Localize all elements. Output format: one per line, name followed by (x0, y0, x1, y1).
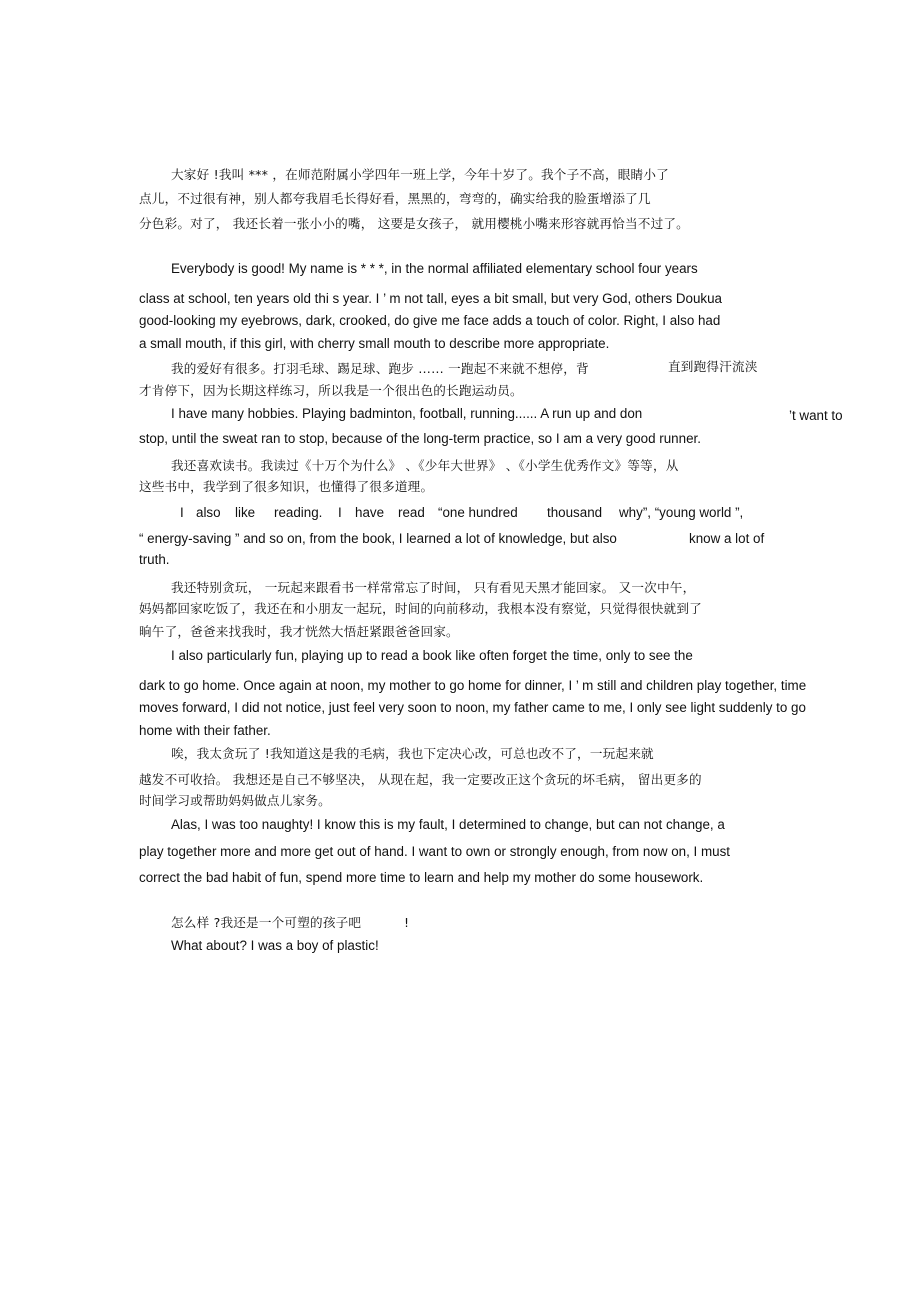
p6-en-line: What about? I was a boy of plastic! (171, 938, 379, 953)
p3-en-line-2a: “ energy-saving ” and so on, from the book, I learned a lot of knowledge, but also (139, 531, 617, 546)
p6-zh-line-a: 怎么样 ?我还是一个可塑的孩子吧 (171, 915, 362, 930)
p5-en-line-2: play together more and more get out of hand. I want to own or strongly enough, from now on, I must (139, 844, 731, 859)
p3-en-word-5: I (338, 505, 342, 520)
p3-en-line-2b: know a lot of (689, 531, 765, 546)
p4-en-line-2: dark to go home. Once again at noon, my mother to go home for dinner, I ’ m still and children play together, time (139, 678, 807, 693)
p1-en-line-1: Everybody is good! My name is * * *, in the normal affiliated elementary school four years (171, 261, 698, 276)
p4-zh-line-1: 我还特别贪玩， 一玩起来跟看书一样常常忘了时间， 只有看见天黑才能回家。 又一次中午， (171, 580, 696, 595)
p3-en-word-1: I (180, 505, 184, 520)
p2-en-line-2: stop, until the sweat ran to stop, because of the long-term practice, so I am a very good runner. (139, 431, 701, 446)
p4-en-line-4: home with their father. (139, 723, 271, 738)
p6-zh-line-b: ! (404, 915, 410, 930)
p3-en-word-10: why”, “young world ”, (619, 505, 744, 520)
p3-en-line-3: truth. (139, 552, 170, 567)
p1-zh-line-2: 点儿，不过很有神，别人都夸我眉毛长得好看，黑黑的，弯弯的，确实给我的脸蛋增添了几 (139, 191, 651, 206)
p3-en-word-8: “one hundred (438, 505, 518, 520)
p3-zh-line-1: 我还喜欢读书。我读过《十万个为什么》 、《少年大世界》 、《小学生优秀作文》等等，从 (171, 458, 679, 473)
p5-zh-line-2: 越发不可收拾。 我想还是自己不够坚决， 从现在起，我一定要改正这个贪玩的坏毛病， 留出更多的 (139, 772, 702, 787)
p2-en-line-1a: I have many hobbies. Playing badminton, football, running...... A run up and don (171, 406, 643, 421)
p2-zh-line-2: 才肯停下，因为长期这样练习，所以我是一个很出色的长跑运动员。 (139, 383, 523, 398)
p1-en-line-3: good-looking my eyebrows, dark, crooked, do give me face adds a touch of color. Right, I also had (139, 313, 721, 328)
p3-en-word-9: thousand (547, 505, 603, 520)
p4-zh-line-3: 晌午了，爸爸来找我时，我才恍然大悟赶紧跟爸爸回家。 (139, 624, 459, 639)
p3-en-word-7: read (398, 505, 425, 520)
p5-zh-line-1: 唉，我太贪玩了 !我知道这是我的毛病，我也下定决心改，可总也改不了，一玩起来就 (171, 746, 654, 761)
p4-en-line-3: moves forward, I did not notice, just feel very soon to noon, my father came to me, I only see light suddenly to go (139, 700, 806, 715)
p1-zh-line-1: 大家好 !我叫 *** ，在师范附属小学四年一班上学，今年十岁了。我个子不高，眼睛小了 (171, 167, 669, 182)
p3-en-word-2: also (196, 505, 221, 520)
p2-en-line-1b: ’t want to (789, 408, 843, 423)
p2-zh-line-1a: 我的爱好有很多。打羽毛球、踢足球、跑步 …… 一跑起不来就不想停，背 (171, 361, 589, 376)
p5-zh-line-3: 时间学习或帮助妈妈做点儿家务。 (139, 793, 331, 808)
p3-en-word-6: have (355, 505, 385, 520)
p4-zh-line-2: 妈妈都回家吃饭了，我还在和小朋友一起玩，时间的向前移动，我根本没有察觉，只觉得很快就到了 (139, 601, 702, 616)
p5-en-line-1: Alas, I was too naughty! I know this is my fault, I determined to change, but can not change, a (171, 817, 725, 832)
p5-en-line-3: correct the bad habit of fun, spend more time to learn and help my mother do some housework. (139, 870, 704, 885)
p1-en-line-2: class at school, ten years old thi s year. I ’ m not tall, eyes a bit small, but very God, others Doukua (139, 291, 723, 306)
p3-en-word-4: reading. (274, 505, 323, 520)
p3-en-word-3: like (235, 505, 256, 520)
p1-en-line-4: a small mouth, if this girl, with cherry small mouth to describe more appropriate. (139, 336, 610, 351)
p3-zh-line-2: 这些书中，我学到了很多知识，也懂得了很多道理。 (139, 479, 434, 494)
p4-en-line-1: I also particularly fun, playing up to read a book like often forget the time, only to see the (171, 648, 693, 663)
p1-zh-line-3: 分色彩。对了， 我还长着一张小小的嘴， 这要是女孩子， 就用樱桃小嘴来形容就再恰当不过了。 (139, 216, 689, 231)
p2-zh-line-1b: 直到跑得汗流浃 (668, 359, 758, 374)
